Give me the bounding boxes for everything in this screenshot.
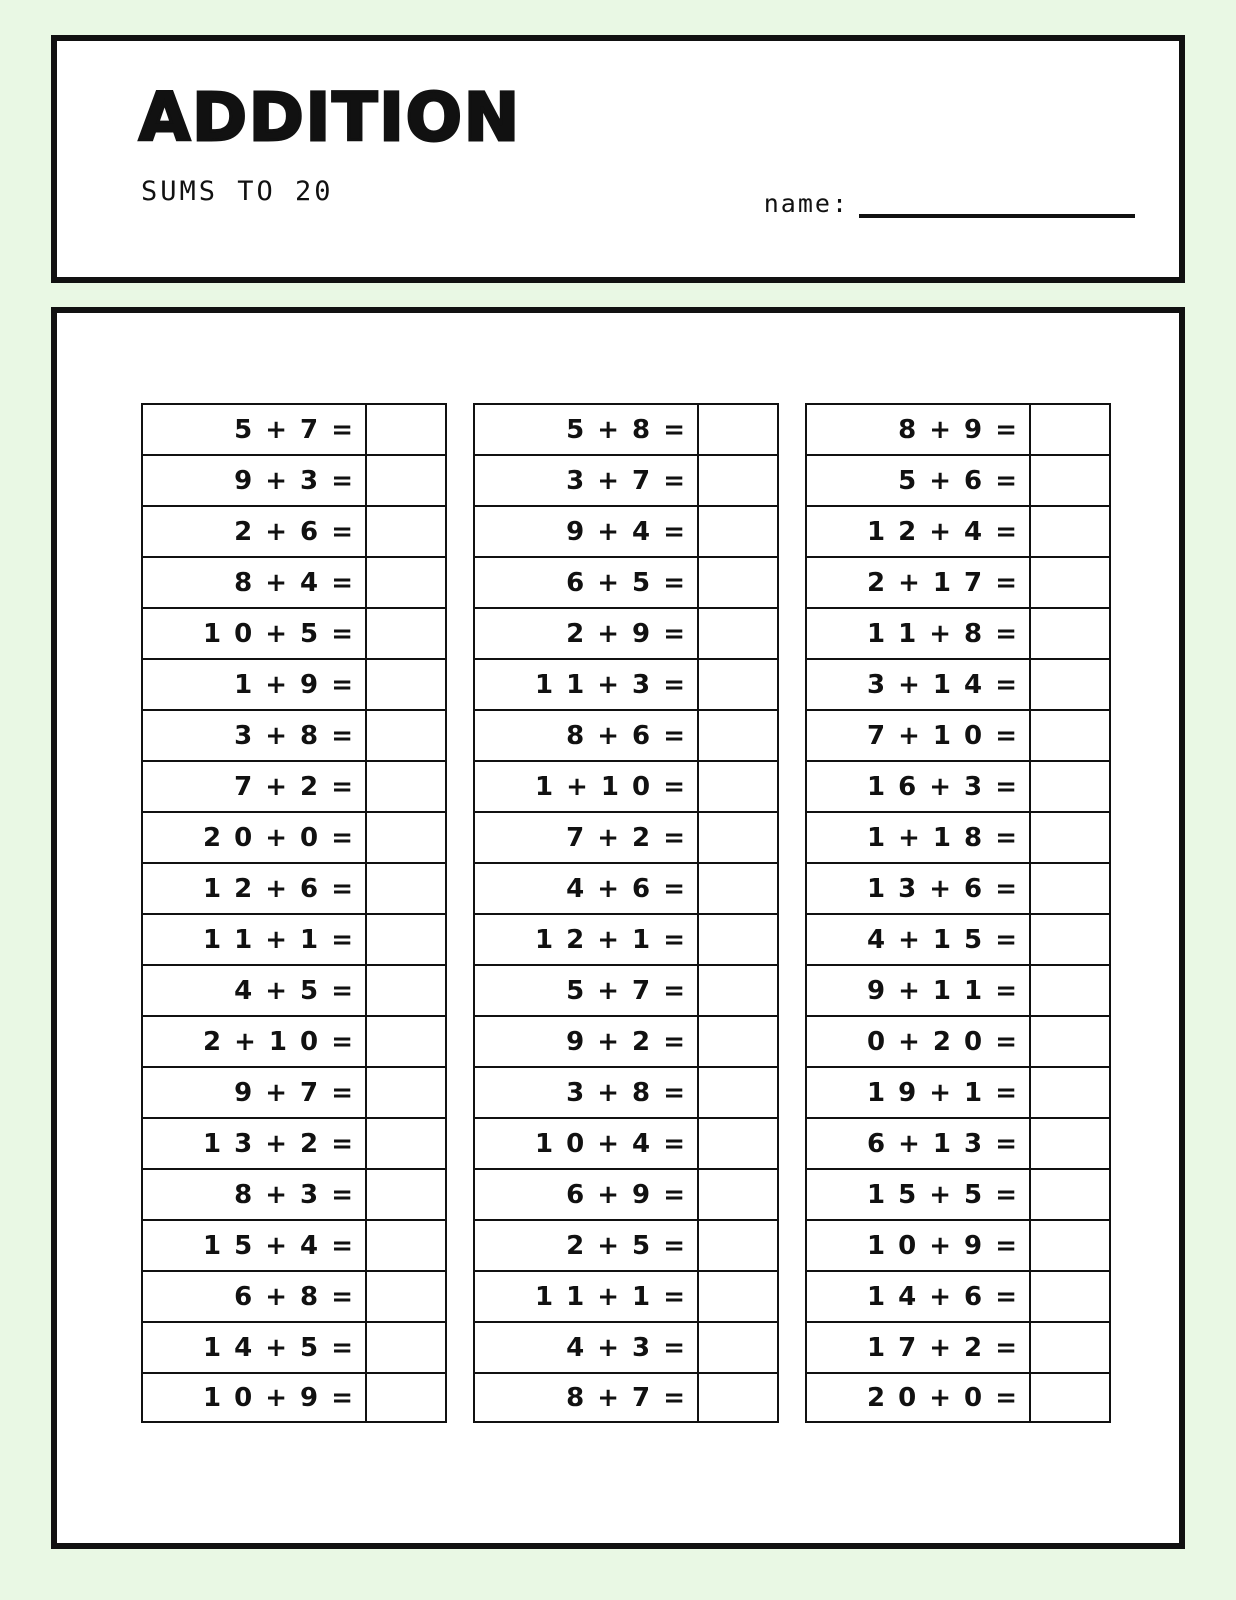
problem-row (805, 862, 1111, 913)
problem-row (805, 1168, 1111, 1219)
problem-row (473, 505, 779, 556)
answer-box[interactable] (697, 456, 777, 505)
problem-row (141, 1321, 447, 1372)
answer-box[interactable] (1029, 660, 1109, 709)
answer-box[interactable] (365, 1017, 445, 1066)
answer-box[interactable] (1029, 915, 1109, 964)
answer-box[interactable] (1029, 813, 1109, 862)
problem-expression: 4 + 1 5 = (866, 924, 1019, 955)
answer-box[interactable] (1029, 1170, 1109, 1219)
problem-expression: 8 + 9 = (898, 414, 1019, 445)
problem-row (805, 505, 1111, 556)
answer-box[interactable] (365, 813, 445, 862)
problem-row (805, 760, 1111, 811)
problem-expression: 1 3 + 2 = (202, 1128, 355, 1159)
answer-box[interactable] (697, 1272, 777, 1321)
problem-row (141, 556, 447, 607)
problem-expression: 6 + 8 = (234, 1281, 355, 1312)
problem-expression: 1 + 1 0 = (534, 771, 687, 802)
problem-row (141, 1168, 447, 1219)
problem-row (805, 1015, 1111, 1066)
problem-expression: 1 + 1 8 = (866, 822, 1019, 853)
answer-box[interactable] (1029, 1221, 1109, 1270)
problem-expression: 6 + 5 = (566, 567, 687, 598)
problem-expression: 2 + 6 = (234, 516, 355, 547)
problem-row (141, 454, 447, 505)
answer-box[interactable] (1029, 1068, 1109, 1117)
problem-expression: 1 2 + 4 = (866, 516, 1019, 547)
problem-row (141, 811, 447, 862)
problem-expression: 5 + 7 = (234, 414, 355, 445)
problem-expression: 5 + 6 = (898, 465, 1019, 496)
answer-box[interactable] (365, 1374, 445, 1421)
problem-expression: 2 + 1 7 = (866, 567, 1019, 598)
problem-row (141, 1270, 447, 1321)
problem-expression: 2 0 + 0 = (202, 822, 355, 853)
problem-row (805, 1066, 1111, 1117)
problem-expression: 6 + 1 3 = (866, 1128, 1019, 1159)
problem-row (141, 709, 447, 760)
answer-box[interactable] (365, 864, 445, 913)
problem-expression: 9 + 1 1 = (866, 975, 1019, 1006)
answer-box[interactable] (365, 1119, 445, 1168)
answer-box[interactable] (1029, 456, 1109, 505)
answer-box[interactable] (365, 507, 445, 556)
problem-row (473, 1372, 779, 1423)
answer-box[interactable] (1029, 1272, 1109, 1321)
answer-box[interactable] (1029, 1119, 1109, 1168)
problem-expression: 7 + 2 = (566, 822, 687, 853)
problem-row (141, 1117, 447, 1168)
problem-expression: 8 + 6 = (566, 720, 687, 751)
answer-box[interactable] (1029, 864, 1109, 913)
answer-box[interactable] (365, 1170, 445, 1219)
problem-expression: 1 4 + 5 = (202, 1332, 355, 1363)
problem-expression: 1 6 + 3 = (866, 771, 1019, 802)
problem-row (473, 1219, 779, 1270)
problem-expression: 8 + 4 = (234, 567, 355, 598)
name-label: name: (763, 189, 849, 218)
problem-row (805, 1270, 1111, 1321)
problem-expression: 2 + 1 0 = (202, 1026, 355, 1057)
problem-row (473, 1168, 779, 1219)
problem-expression: 1 9 + 1 = (866, 1077, 1019, 1108)
problem-expression: 7 + 1 0 = (866, 720, 1019, 751)
problem-column-1 (141, 403, 447, 1423)
problem-row (805, 556, 1111, 607)
problem-row (473, 811, 779, 862)
problem-column-3 (805, 403, 1111, 1423)
answer-box[interactable] (697, 1068, 777, 1117)
problem-row (141, 862, 447, 913)
problem-row (805, 1219, 1111, 1270)
answer-box[interactable] (1029, 1323, 1109, 1372)
problem-expression: 5 + 8 = (566, 414, 687, 445)
answer-box[interactable] (365, 966, 445, 1015)
answer-box[interactable] (1029, 558, 1109, 607)
problem-columns (141, 403, 1111, 1423)
answer-box[interactable] (697, 1170, 777, 1219)
problem-expression: 1 1 + 1 = (202, 924, 355, 955)
problem-row (141, 658, 447, 709)
problem-row (473, 658, 779, 709)
answer-box[interactable] (365, 762, 445, 811)
problem-expression: 1 2 + 6 = (202, 873, 355, 904)
problem-row (473, 1066, 779, 1117)
answer-box[interactable] (697, 660, 777, 709)
problem-expression: 1 1 + 1 = (534, 1281, 687, 1312)
problem-row (141, 964, 447, 1015)
problem-expression: 1 + 9 = (234, 669, 355, 700)
problem-row (805, 607, 1111, 658)
answer-box[interactable] (365, 558, 445, 607)
problem-row (805, 913, 1111, 964)
answer-box[interactable] (697, 966, 777, 1015)
problem-expression: 1 1 + 8 = (866, 618, 1019, 649)
problem-expression: 3 + 8 = (566, 1077, 687, 1108)
answer-box[interactable] (365, 1323, 445, 1372)
problem-row (805, 964, 1111, 1015)
problem-expression: 2 0 + 0 = (866, 1382, 1019, 1413)
problem-row (473, 454, 779, 505)
problem-row (473, 709, 779, 760)
problem-row (805, 403, 1111, 454)
problem-row (473, 964, 779, 1015)
problem-expression: 1 5 + 5 = (866, 1179, 1019, 1210)
name-field-group (764, 189, 1135, 218)
problem-row (473, 403, 779, 454)
problem-expression: 1 3 + 6 = (866, 873, 1019, 904)
answer-box[interactable] (697, 711, 777, 760)
problem-row (473, 913, 779, 964)
problem-expression: 9 + 4 = (566, 516, 687, 547)
answer-box[interactable] (1029, 1017, 1109, 1066)
answer-box[interactable] (697, 558, 777, 607)
answer-box[interactable] (365, 456, 445, 505)
answer-box[interactable] (697, 1017, 777, 1066)
answer-box[interactable] (365, 1068, 445, 1117)
problem-expression: 3 + 1 4 = (866, 669, 1019, 700)
problem-expression: 1 0 + 9 = (202, 1382, 355, 1413)
problem-row (805, 1372, 1111, 1423)
problem-expression: 1 5 + 4 = (202, 1230, 355, 1261)
problem-row (141, 913, 447, 964)
problem-expression: 8 + 3 = (234, 1179, 355, 1210)
problem-row (141, 760, 447, 811)
problem-row (141, 1372, 447, 1423)
problem-expression: 4 + 5 = (234, 975, 355, 1006)
problem-row (141, 1015, 447, 1066)
answer-box[interactable] (1029, 966, 1109, 1015)
problem-row (473, 1117, 779, 1168)
problem-expression: 1 7 + 2 = (866, 1332, 1019, 1363)
problem-column-2 (473, 403, 779, 1423)
problem-expression: 6 + 9 = (566, 1179, 687, 1210)
answer-box[interactable] (697, 762, 777, 811)
problem-row (141, 505, 447, 556)
problem-expression: 5 + 7 = (566, 975, 687, 1006)
answer-box[interactable] (697, 1374, 777, 1421)
answer-box[interactable] (1029, 507, 1109, 556)
answer-box[interactable] (697, 864, 777, 913)
answer-box[interactable] (1029, 609, 1109, 658)
answer-box[interactable] (697, 1323, 777, 1372)
problem-row (141, 1066, 447, 1117)
problem-expression: 3 + 8 = (234, 720, 355, 751)
problem-expression: 4 + 3 = (566, 1332, 687, 1363)
problem-row (473, 1270, 779, 1321)
problem-expression: 4 + 6 = (566, 873, 687, 904)
answer-box[interactable] (365, 1272, 445, 1321)
answer-box[interactable] (697, 609, 777, 658)
problem-row (141, 403, 447, 454)
problem-row (473, 760, 779, 811)
answer-box[interactable] (697, 1119, 777, 1168)
answer-box[interactable] (365, 915, 445, 964)
problem-row (805, 1117, 1111, 1168)
answer-box[interactable] (365, 660, 445, 709)
answer-box[interactable] (697, 507, 777, 556)
problem-expression: 8 + 7 = (566, 1382, 687, 1413)
problem-row (805, 709, 1111, 760)
problem-expression: 1 0 + 4 = (534, 1128, 687, 1159)
header-panel (51, 35, 1185, 283)
problem-expression: 1 2 + 1 = (534, 924, 687, 955)
problem-expression: 1 4 + 6 = (866, 1281, 1019, 1312)
answer-box[interactable] (365, 405, 445, 454)
problem-row (473, 607, 779, 658)
problem-expression: 7 + 2 = (234, 771, 355, 802)
name-input-line[interactable] (859, 192, 1135, 218)
problem-row (141, 607, 447, 658)
problem-expression: 9 + 2 = (566, 1026, 687, 1057)
problem-expression: 2 + 5 = (566, 1230, 687, 1261)
answer-box[interactable] (697, 813, 777, 862)
answer-box[interactable] (697, 405, 777, 454)
answer-box[interactable] (1029, 762, 1109, 811)
answer-box[interactable] (1029, 711, 1109, 760)
problem-row (805, 1321, 1111, 1372)
problem-row (473, 1015, 779, 1066)
problem-expression: 9 + 3 = (234, 465, 355, 496)
answer-box[interactable] (365, 1221, 445, 1270)
problem-row (805, 811, 1111, 862)
problem-row (805, 658, 1111, 709)
answer-box[interactable] (365, 609, 445, 658)
answer-box[interactable] (1029, 405, 1109, 454)
answer-box[interactable] (365, 711, 445, 760)
problem-row (805, 454, 1111, 505)
page-title: ADDITION (139, 79, 522, 156)
problem-expression: 9 + 7 = (234, 1077, 355, 1108)
problem-expression: 1 0 + 5 = (202, 618, 355, 649)
answer-box[interactable] (697, 915, 777, 964)
problem-row (141, 1219, 447, 1270)
problem-expression: 2 + 9 = (566, 618, 687, 649)
answer-box[interactable] (697, 1221, 777, 1270)
problems-panel (51, 307, 1185, 1549)
page-subtitle: SUMS TO 20 (141, 176, 334, 207)
problem-row (473, 556, 779, 607)
problem-expression: 3 + 7 = (566, 465, 687, 496)
problem-expression: 1 1 + 3 = (534, 669, 687, 700)
answer-box[interactable] (1029, 1374, 1109, 1421)
problem-row (473, 862, 779, 913)
problem-row (473, 1321, 779, 1372)
problem-expression: 1 0 + 9 = (866, 1230, 1019, 1261)
problem-expression: 0 + 2 0 = (866, 1026, 1019, 1057)
